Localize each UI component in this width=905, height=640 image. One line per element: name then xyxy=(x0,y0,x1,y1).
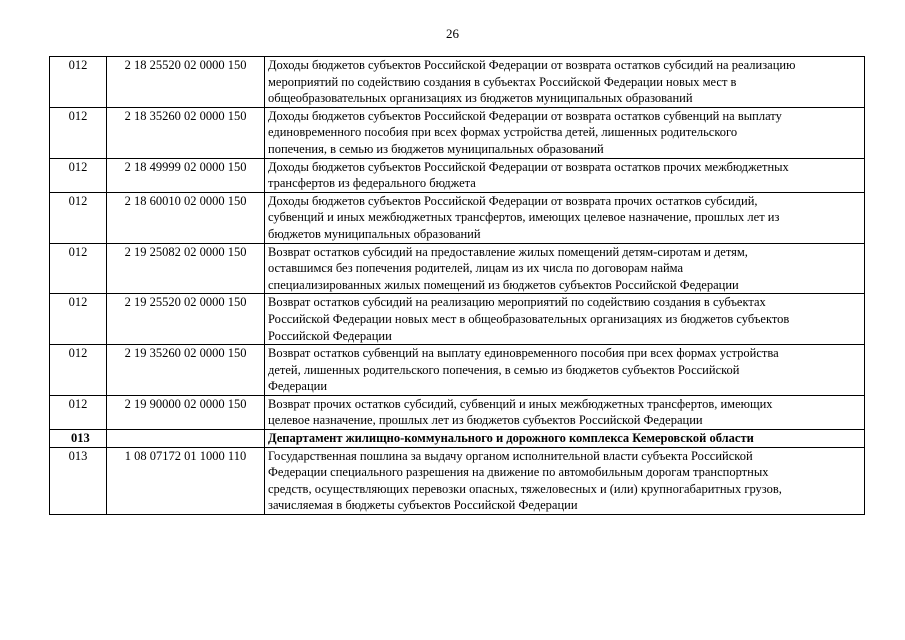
budget-code-cell: 1 08 07172 01 1000 110 xyxy=(107,447,265,514)
description-cell xyxy=(265,192,865,243)
description-line: Федерации специального разрешения на движение по автомобильным дорогам транспортных xyxy=(268,465,769,480)
admin-code-cell: 012 xyxy=(50,395,107,429)
description-line: единовременного пособия при всех формах устройства детей, лишенных родительского xyxy=(268,125,738,140)
budget-code-cell: 2 19 90000 02 0000 150 xyxy=(107,395,265,429)
budget-code-cell: 2 19 25520 02 0000 150 xyxy=(107,294,265,345)
description-line: зачисляемая в бюджеты субъектов Российской Федерации xyxy=(268,498,578,513)
budget-code-cell: 2 18 60010 02 0000 150 xyxy=(107,192,265,243)
table-row xyxy=(50,395,865,429)
description-line: Российской Федерации новых мест в общеобразовательных организациях из бюджетов субъектов xyxy=(268,311,790,326)
description-line: мероприятий по содействию создания в субъектах Российской Федерации новых мест в xyxy=(268,74,737,89)
budget-code-cell: 2 18 35260 02 0000 150 xyxy=(107,107,265,158)
description-line: общеобразовательных организациях из бюджетов муниципальных образований xyxy=(268,91,693,106)
admin-code-cell: 012 xyxy=(50,158,107,192)
description-line: оставшимся без попечения родителей, лицам из их числа по договорам найма xyxy=(268,261,684,276)
table-row xyxy=(50,57,865,108)
table-row xyxy=(50,192,865,243)
description-cell xyxy=(265,57,865,108)
page-number: 26 xyxy=(446,26,459,41)
admin-code-cell: 012 xyxy=(50,107,107,158)
description-cell xyxy=(265,447,865,514)
description-line: специализированных жилых помещений из бюджетов субъектов Российской Федерации xyxy=(268,277,739,292)
description-line: Доходы бюджетов субъектов Российской Федерации от возврата остатков прочих межбюджетных xyxy=(268,159,789,174)
description-line: Возврат прочих остатков субсидий, субвенций и иных межбюджетных трансфертов, имеющих xyxy=(268,396,773,411)
budget-code-cell: 2 18 25520 02 0000 150 xyxy=(107,57,265,108)
description-line: бюджетов муниципальных образований xyxy=(268,226,481,241)
table-row xyxy=(50,447,865,514)
table-row xyxy=(50,243,865,294)
description-line: Доходы бюджетов субъектов Российской Федерации от возврата остатков субвенций на выплату xyxy=(268,108,782,123)
admin-code-cell: 012 xyxy=(50,57,107,108)
description-line: Возврат остатков субсидий на реализацию мероприятий по содействию создания в субъектах xyxy=(268,295,766,310)
admin-code-cell: 013 xyxy=(50,447,107,514)
budget-code-cell: 2 18 49999 02 0000 150 xyxy=(107,158,265,192)
description-line: средств, осуществляющих перевозки опасных, тяжеловесных и (или) крупногабаритных грузов, xyxy=(268,481,782,496)
description-cell xyxy=(265,345,865,396)
department-name-cell xyxy=(265,430,865,448)
table-row xyxy=(50,345,865,396)
description-cell xyxy=(265,158,865,192)
description-cell xyxy=(265,243,865,294)
description-line: Возврат остатков субсидий на предоставление жилых помещений детям-сиротам и детям, xyxy=(268,244,748,259)
description-line: Российской Федерации xyxy=(268,328,392,343)
description-cell xyxy=(265,395,865,429)
admin-code-cell: 012 xyxy=(50,345,107,396)
description-line: Возврат остатков субвенций на выплату единовременного пособия при всех формах устройства xyxy=(268,346,779,361)
description-line: целевое назначение, прошлых лет из бюджетов субъектов Российской Федерации xyxy=(268,413,703,428)
budget-code-cell: 2 19 35260 02 0000 150 xyxy=(107,345,265,396)
budget-code-cell xyxy=(107,430,265,448)
department-heading-row xyxy=(50,430,865,448)
description-line: Доходы бюджетов субъектов Российской Федерации от возврата остатков субсидий на реализацию xyxy=(268,58,796,72)
description-cell xyxy=(265,294,865,345)
description-cell xyxy=(265,107,865,158)
description-line: Федерации xyxy=(268,379,328,394)
description-line: Государственная пошлина за выдачу органом исполнительной власти субъекта Российской xyxy=(268,448,753,463)
table-row xyxy=(50,158,865,192)
budget-code-cell: 2 19 25082 02 0000 150 xyxy=(107,243,265,294)
table-row xyxy=(50,107,865,158)
admin-code-cell: 012 xyxy=(50,294,107,345)
description-line: Департамент жилищно-коммунального и дорожного комплекса Кемеровской области xyxy=(268,431,754,446)
description-line: Доходы бюджетов субъектов Российской Федерации от возврата прочих остатков субсидий, xyxy=(268,193,758,208)
admin-code-cell: 012 xyxy=(50,192,107,243)
admin-code-cell: 013 xyxy=(50,430,107,448)
budget-classification-table xyxy=(49,56,865,515)
table-body xyxy=(50,57,865,515)
description-line: детей, лишенных родительского попечения, в семью из бюджетов субъектов Российской xyxy=(268,362,740,377)
description-line: трансфертов из федерального бюджета xyxy=(268,176,476,191)
description-line: субвенций и иных межбюджетных трансфертов, имеющих целевое назначение, прошлых лет из xyxy=(268,210,780,225)
admin-code-cell: 012 xyxy=(50,243,107,294)
description-line: попечения, в семью из бюджетов муниципальных образований xyxy=(268,141,604,156)
table-row xyxy=(50,294,865,345)
